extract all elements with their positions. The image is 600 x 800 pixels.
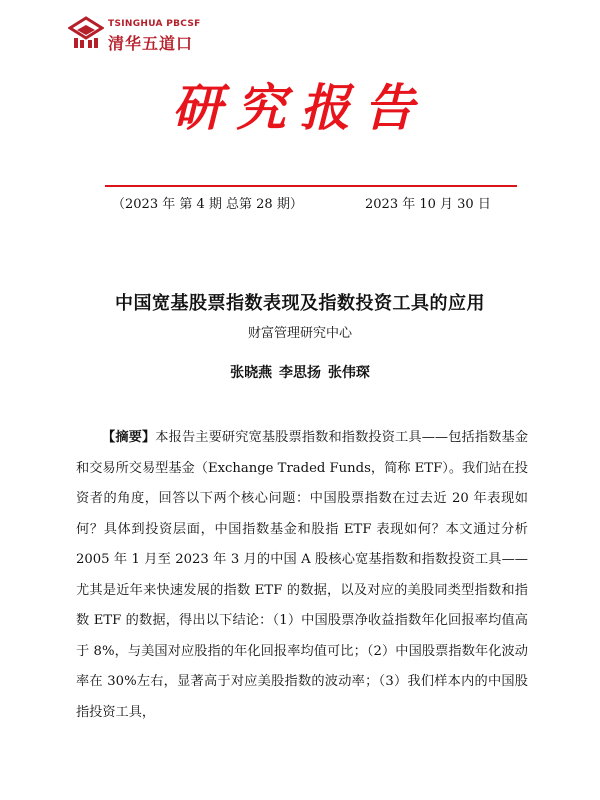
header-divider xyxy=(105,185,517,187)
report-heading: 研究报告 xyxy=(172,78,428,137)
tsinghua-pbcsf-logo xyxy=(68,14,201,54)
document-title: 中国宽基股票指数表现及指数投资工具的应用 xyxy=(115,293,485,314)
abstract-paragraph xyxy=(76,423,528,728)
abstract-section xyxy=(76,423,528,728)
abstract-label: 【摘要】 xyxy=(102,430,156,445)
abstract-text: 本报告主要研究宽基股票指数和指数投资工具——包括指数基金和交易所交易型基金（Exchange Traded Funds，简称 ETF）。我们站在投资者的角度，回答以下两个核心问题：中国股票指数在过去近 20 年表现如何？具体到投资层面，中国指数基金和股指 ETF 表现如何？本文通过分析 2005 年 1 月至 2023 年 3 月的中国 A 股核心宽基指数和指数投资工具——尤其是近年来快速发展的指数 ETF 的数据，以及对应的美股同类型指数和指数 ETF 的数据，得出以下结论：（1）中国股票净收益指数年化回报率均值高于 8%，与美国对应股指的年化回报率均值可比；（2）中国股票指数年化波动率在 30%左右，显著高于对应美股指数的波动率；（3）我们样本内的中国股指投资工具， xyxy=(76,430,529,720)
department-name: 财富管理研究中心 xyxy=(247,326,352,341)
issue-date: 2023 年 10 月 30 日 xyxy=(365,197,491,212)
author-list: 张晓燕 李思扬 张伟琛 xyxy=(230,365,370,381)
logo-chinese-text: 清华五道口 xyxy=(108,34,194,53)
logo-emblem-icon xyxy=(68,16,104,50)
logo-english-text: TSINGHUA PBCSF xyxy=(108,19,201,29)
issue-number: （2023 年 第 4 期 总第 28 期） xyxy=(112,197,303,212)
